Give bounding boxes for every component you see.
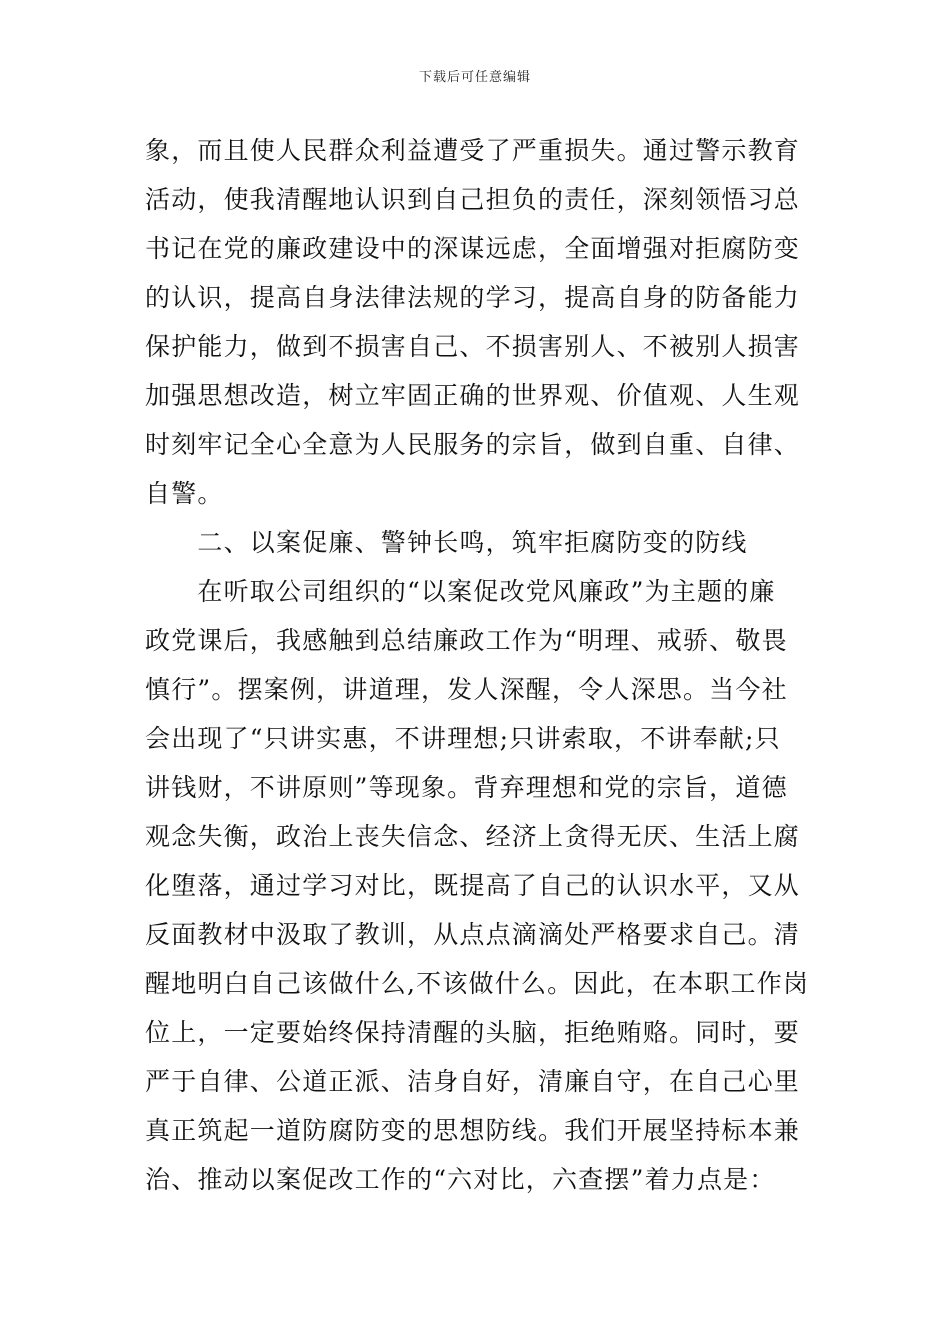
text-line: 保护能力，做到不损害自己、不损害别人、不被别人损害: [145, 332, 801, 361]
text-line: 会出现了“只讲实惠，不讲理想;只讲索取，不讲奉献;只: [145, 724, 781, 753]
page-header: 下载后可任意编辑: [418, 70, 531, 85]
text-line: 书记在党的廉政建设中的深谋远虑，全面增强对拒腐防变: [145, 234, 801, 263]
text-line: 时刻牢记全心全意为人民服务的宗旨，做到自重、自律、: [145, 430, 801, 459]
text-line: 严于自律、公道正派、洁身自好，清廉自守，在自己心里: [145, 1067, 801, 1096]
text-line: 在听取公司组织的“以案促改党风廉政”为主题的廉: [145, 577, 776, 606]
text-line: 慎行”。摆案例，讲道理，发人深醒，令人深思。当今社: [145, 675, 788, 704]
text-line: 反面教材中汲取了教训，从点点滴滴处严格要求自己。清: [145, 920, 801, 949]
text-line: 加强思想改造，树立牢固正确的世界观、价值观、人生观: [145, 381, 801, 410]
text-line: 位上，一定要始终保持清醒的头脑，拒绝贿赂。同时，要: [145, 1018, 801, 1047]
text-line: 治、推动以案促改工作的“六对比，六查摆”着力点是：: [145, 1165, 776, 1194]
text-line: 化堕落，通过学习对比，既提高了自己的认识水平，又从: [145, 871, 801, 900]
text-line: 醒地明白自己该做什么,不该做什么。因此，在本职工作岗: [145, 969, 810, 998]
section-heading: 二、以案促廉、警钟长鸣，筑牢拒腐防变的防线: [145, 528, 748, 557]
text-line: 的认识，提高自身法律法规的学习，提高自身的防备能力: [145, 283, 801, 312]
text-line: 活动，使我清醒地认识到自己担负的责任，深刻领悟习总: [145, 185, 801, 214]
text-line: 观念失衡，政治上丧失信念、经济上贪得无厌、生活上腐: [145, 822, 801, 851]
text-line: 政党课后，我感触到总结廉政工作为“明理、戒骄、敬畏: [145, 626, 788, 655]
text-line: 真正筑起一道防腐防变的思想防线。我们开展坚持标本兼: [145, 1116, 801, 1145]
document-body: [145, 126, 815, 1204]
text-line: 象，而且使人民群众利益遭受了严重损失。通过警示教育: [145, 136, 801, 165]
text-line: 讲钱财，不讲原则”等现象。背弃理想和党的宗旨，道德: [145, 773, 788, 802]
text-line: 自警。: [145, 479, 224, 508]
